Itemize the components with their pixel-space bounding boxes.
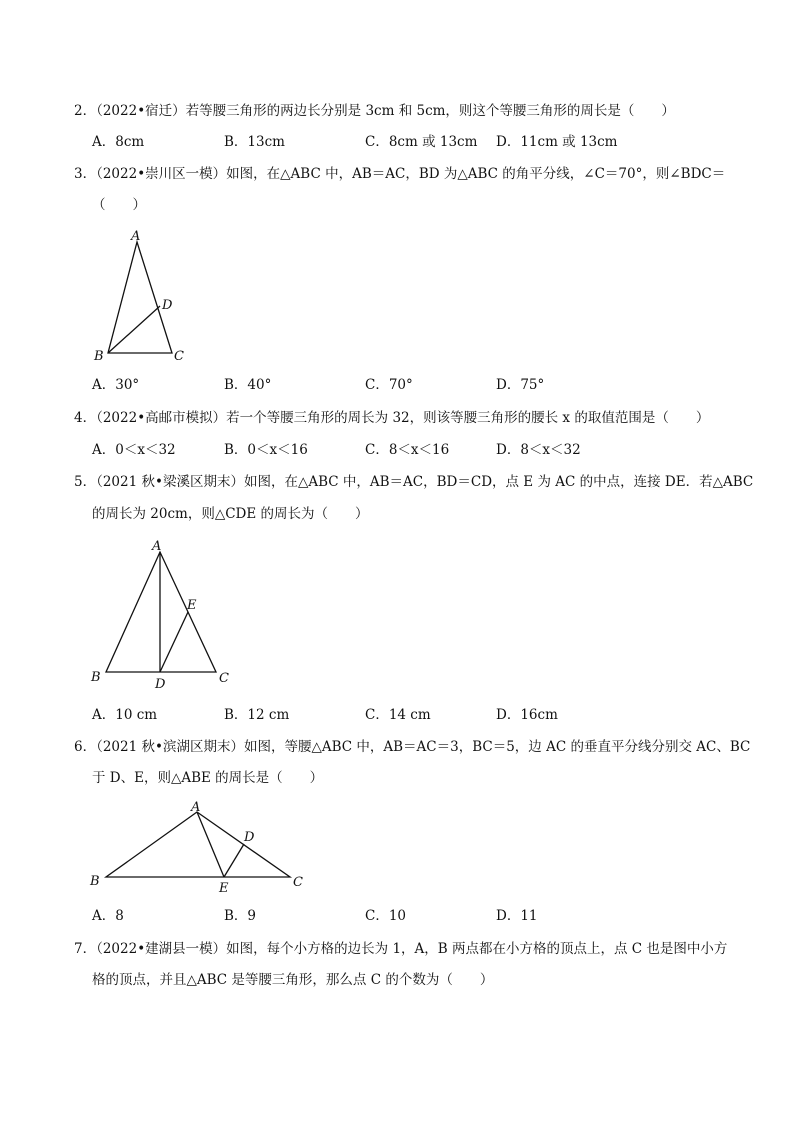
q6-label-a: A bbox=[191, 800, 201, 815]
q5-option-b[interactable]: B．12 cm bbox=[224, 707, 290, 723]
q7-stem-line-2: 格的顶点，并且△ABC 是等腰三角形，那么点 C 的个数为（ ） bbox=[92, 972, 494, 988]
q2-stem: 2．（2022•宿迁）若等腰三角形的两边长分别是 3cm 和 5cm，则这个等腰三角形的周长是（ ） bbox=[74, 103, 675, 119]
q6-stem-line-2: 于 D、E，则△ABE 的周长是（ ） bbox=[92, 770, 324, 786]
q4-option-d[interactable]: D．8＜x＜32 bbox=[496, 442, 581, 458]
q2-option-d[interactable]: D．11cm 或 13cm bbox=[496, 134, 618, 150]
q3-label-b: B bbox=[94, 349, 104, 364]
q6-label-e: E bbox=[219, 881, 229, 896]
q6-stem-line-1: 6．（2021 秋•滨湖区期末）如图，等腰△ABC 中，AB＝AC＝3，BC＝5，边 AC 的垂直平分线分别交 AC、BC bbox=[74, 739, 751, 755]
q5-option-c[interactable]: C．14 cm bbox=[365, 707, 431, 723]
q5-label-c: C bbox=[219, 671, 229, 686]
q5-option-a[interactable]: A．10 cm bbox=[92, 707, 158, 723]
q5-option-d[interactable]: D．16cm bbox=[496, 707, 558, 723]
q3-option-d[interactable]: D．75° bbox=[496, 377, 545, 393]
q3-stem-line-2: （ ） bbox=[92, 197, 146, 213]
q4-option-a[interactable]: A．0＜x＜32 bbox=[92, 442, 176, 458]
q6-label-d: D bbox=[244, 830, 255, 845]
q5-label-a: A bbox=[152, 539, 162, 554]
q3-stem-line-1: 3．（2022•崇川区一模）如图，在△ABC 中，AB＝AC，BD 为△ABC 的角平分线，∠C＝70°，则∠BDC＝ bbox=[74, 166, 726, 182]
q6-label-b: B bbox=[90, 874, 100, 889]
q5-label-d: D bbox=[155, 677, 166, 692]
q7-stem-line-1: 7．（2022•建湖县一模）如图，每个小方格的边长为 1，A，B 两点都在小方格的顶点上，点 C 也是图中小方 bbox=[74, 941, 728, 957]
q6-option-b[interactable]: B．9 bbox=[224, 908, 257, 924]
q6-option-c[interactable]: C．10 bbox=[365, 908, 407, 924]
q2-option-a[interactable]: A．8cm bbox=[92, 134, 145, 150]
q6-option-a[interactable]: A．8 bbox=[92, 908, 124, 924]
q6-option-d[interactable]: D．11 bbox=[496, 908, 538, 924]
q3-label-c: C bbox=[174, 349, 184, 364]
q6-label-c: C bbox=[293, 875, 303, 890]
q2-option-c[interactable]: C．8cm 或 13cm bbox=[365, 134, 478, 150]
q3-label-d: D bbox=[162, 298, 173, 313]
q3-label-a: A bbox=[131, 229, 141, 244]
q3-option-c[interactable]: C．70° bbox=[365, 377, 413, 393]
q4-option-b[interactable]: B．0＜x＜16 bbox=[224, 442, 308, 458]
q4-option-c[interactable]: C．8＜x＜16 bbox=[365, 442, 450, 458]
q5-label-e: E bbox=[187, 598, 197, 613]
q5-label-b: B bbox=[91, 670, 101, 685]
q5-stem-line-1: 5．（2021 秋•梁溪区期末）如图，在△ABC 中，AB＝AC，BD＝CD，点 E 为 AC 的中点，连接 DE．若△ABC bbox=[74, 474, 754, 490]
q4-stem: 4．（2022•高邮市模拟）若一个等腰三角形的周长为 32，则该等腰三角形的腰长 x 的取值范围是（ ） bbox=[74, 410, 710, 426]
q3-option-a[interactable]: A．30° bbox=[92, 377, 140, 393]
q2-option-b[interactable]: B．13cm bbox=[224, 134, 285, 150]
q5-stem-line-2: 的周长为 20cm，则△CDE 的周长为（ ） bbox=[92, 506, 369, 522]
q3-option-b[interactable]: B．40° bbox=[224, 377, 272, 393]
